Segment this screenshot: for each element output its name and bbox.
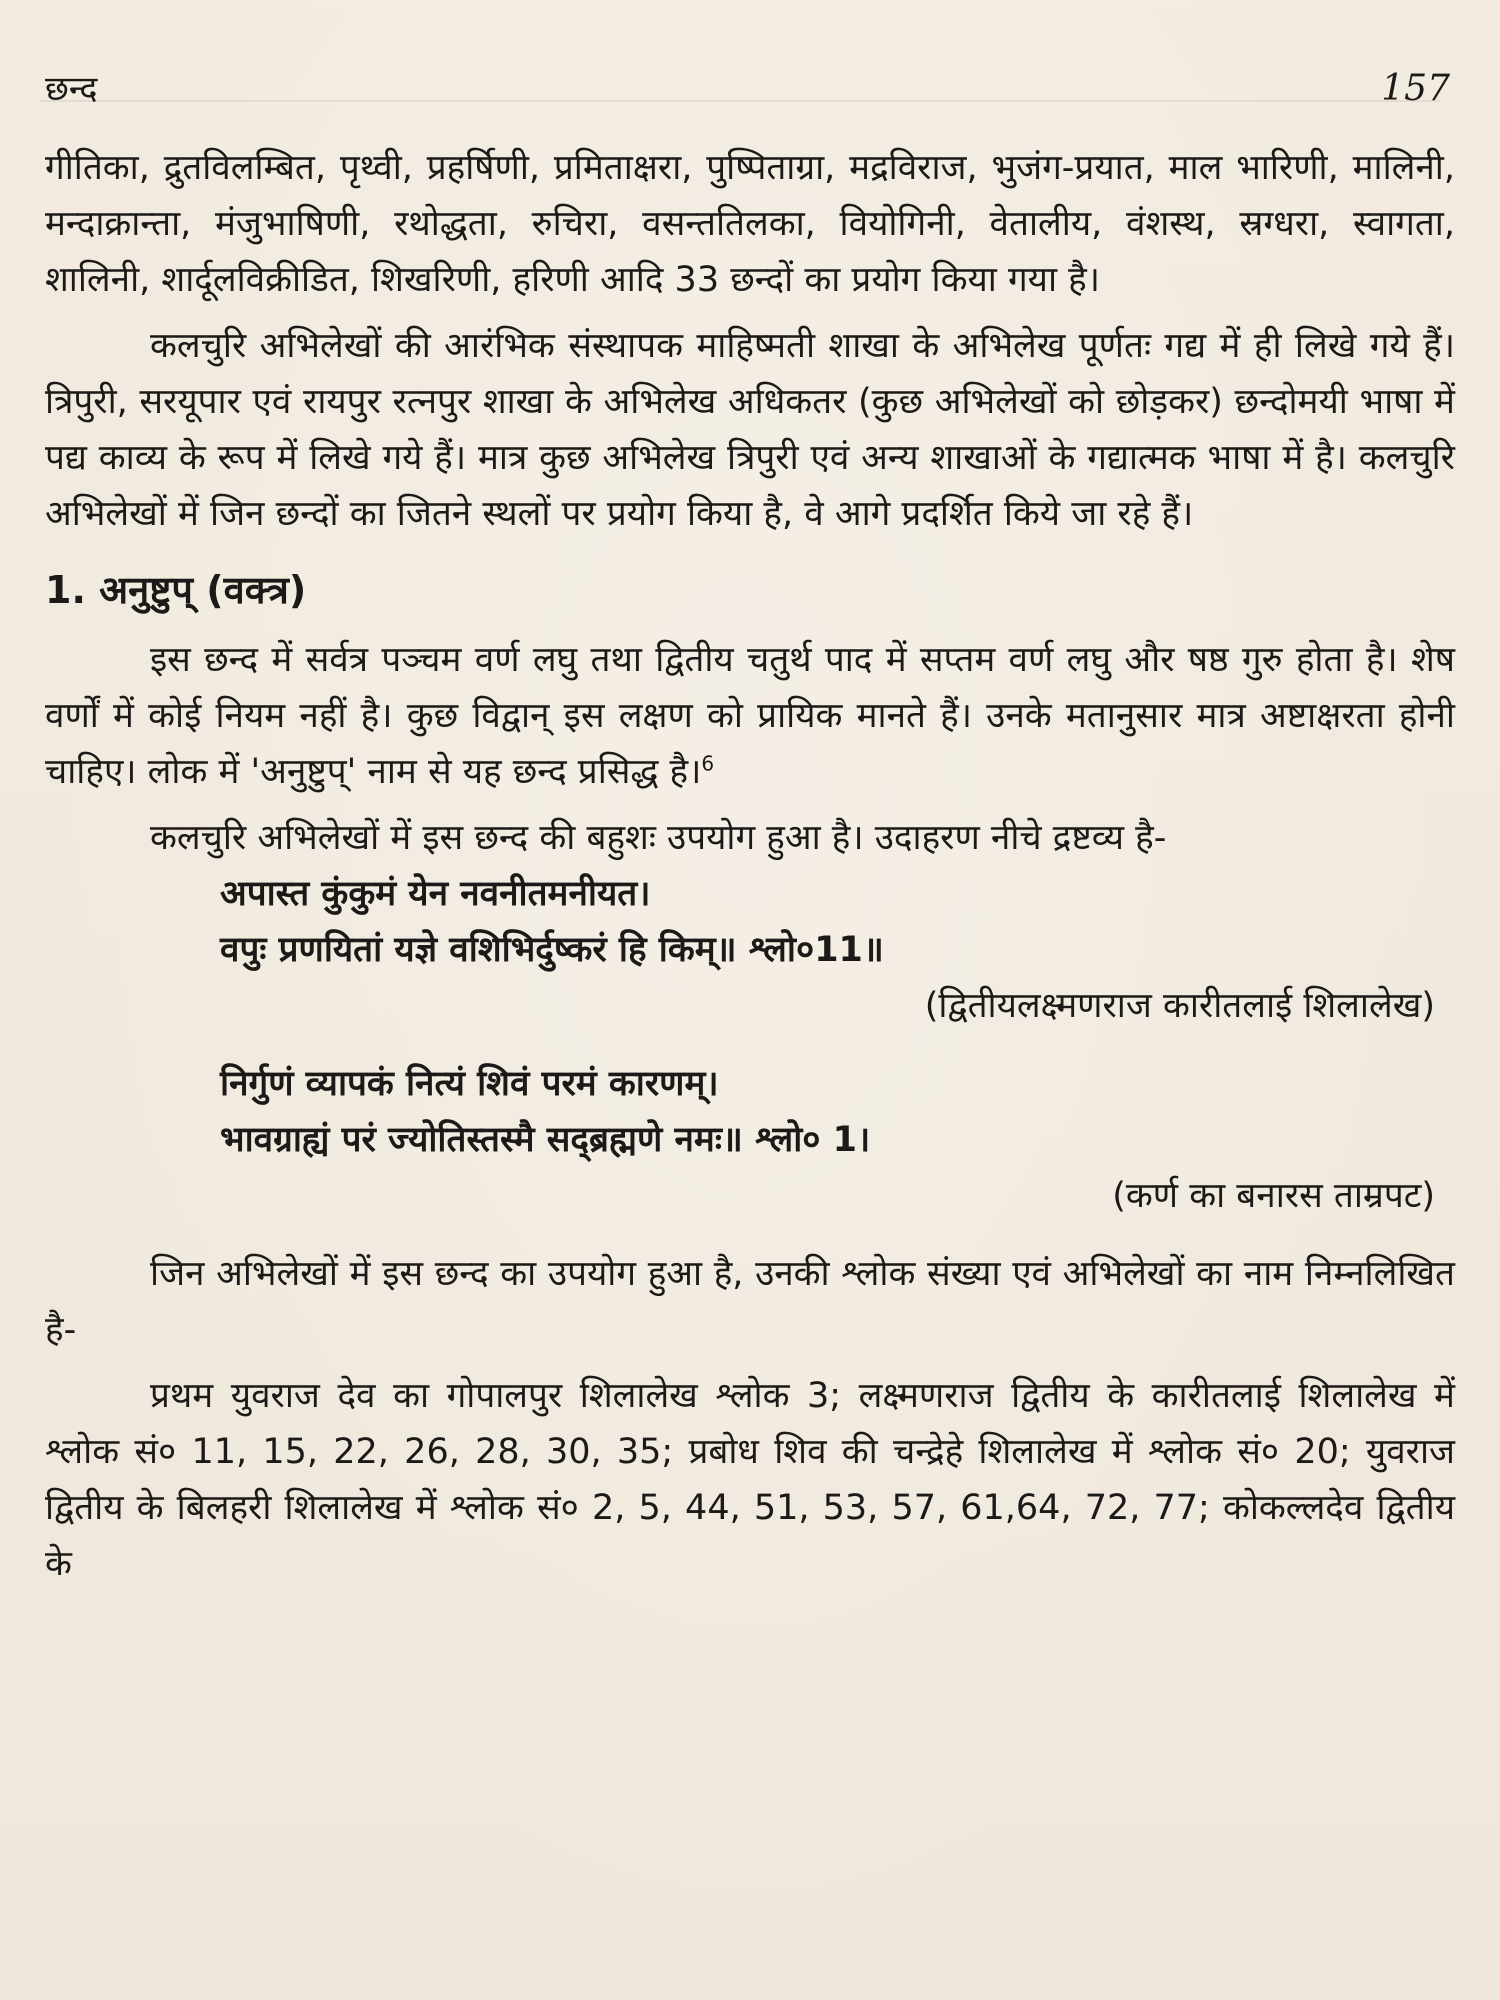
verse-1-line-1: अपास्त कुंकुमं येन नवनीतमनीयत। (220, 874, 651, 914)
paragraph-usage-intro: जिन अभिलेखों में इस छन्द का उपयोग हुआ है, उनकी श्लोक संख्या एवं अभिलेखों का नाम निम्नलिखित है- (45, 1254, 1455, 1350)
paragraph-metre-list: गीतिका, द्रुतविलम्बित, पृथ्वी, प्रहर्षिणी, प्रमिताक्षरा, पुष्पिताग्रा, मद्रविराज, भुजंग-प्रयात, माल भारिणी, मालिनी, मन्दाक्रान्ता, मंजुभाषिणी, रथोद्धता, रुचिरा, वसन्ततिलका, वियोगिनी, वेतालीय, वंशस्थ, स्रग्धरा, स्वागता, शालिनी, शार्दूलविक्रीडित, शिखरिणी, हरिणी आदि 33 छन्दों का प्रयोग किया गया है। (45, 148, 1455, 300)
footnote-marker: 6 (701, 751, 715, 776)
chapter-title: छन्द (45, 69, 98, 109)
paragraph-inscription-branches: कलचुरि अभिलेखों की आरंभिक संस्थापक माहिष्मती शाखा के अभिलेख पूर्णतः गद्य में ही लिखे गये हैं। त्रिपुरी, सरयूपार एवं रायपुर रत्नपुर शाखा के अभिलेख अधिकतर (कुछ अभिलेखों को छोड़कर) छन्दोमयी भाषा में पद्य काव्य के रूप में लिखे गये हैं। मात्र कुछ अभिलेख त्रिपुरी एवं अन्य शाखाओं के गद्यात्मक भाषा में है। कलचुरि अभिलेखों में जिन छन्दों का जितने स्थलों पर प्रयोग किया है, वे आगे प्रदर्शित किये जा रहे हैं। (45, 326, 1455, 534)
verse-2-line-2: भावग्राह्यं परं ज्योतिस्तस्मै सद्ब्रह्मणे नमः॥ श्लो० 1। (220, 1120, 871, 1160)
paragraph-examples-intro: कलचुरि अभिलेखों में इस छन्द की बहुशः उपयोग हुआ है। उदाहरण नीचे द्रष्टव्य है- (150, 818, 1167, 858)
definition-text: इस छन्द में सर्वत्र पञ्चम वर्ण लघु तथा द्वितीय चतुर्थ पाद में सप्तम वर्ण लघु और षष्ठ गुरु होता है। शेष वर्णों में कोई नियम नहीं है। कुछ विद्वान् इस लक्षण को प्रायिक मानते हैं। उनके मतानुसार मात्र अष्टाक्षरता होनी चाहिए। लोक में 'अनुष्टुप्' नाम से यह छन्द प्रसिद्ध है। (45, 640, 1455, 792)
page-body (45, 140, 1455, 1592)
verse-2-line-1: निर्गुणं व्यापकं नित्यं शिवं परमं कारणम्। (220, 1064, 719, 1104)
paragraph-usage-list: प्रथम युवराज देव का गोपालपुर शिलालेख श्लोक 3; लक्ष्मणराज द्वितीय के कारीतलाई शिलालेख में श्लोक सं० 11, 15, 22, 26, 28, 30, 35; प्रबोध शिव की चन्द्रेहे शिलालेख में श्लोक सं० 20; युवराज द्वितीय के बिलहरी शिलालेख में श्लोक सं० 2, 5, 44, 51, 53, 57, 61,64, 72, 77; कोकल्लदेव द्वितीय के (45, 1376, 1455, 1584)
page-number: 157 (1381, 68, 1450, 109)
verse-1-line-2: वपुः प्रणयितां यज्ञे वशिभिर्दुष्करं हि किम्॥ श्लो०11॥ (220, 930, 884, 970)
verse-1-source: (द्वितीयलक्ष्मणराज कारीतलाई शिलालेख) (924, 986, 1435, 1026)
verse-2-source: (कर्ण का बनारस ताम्रपट) (1112, 1176, 1435, 1216)
section-heading: 1. अनुष्टुप् (वक्त्र) (45, 568, 307, 612)
paragraph-anushtup-definition (45, 632, 1455, 800)
running-header (45, 65, 1450, 113)
